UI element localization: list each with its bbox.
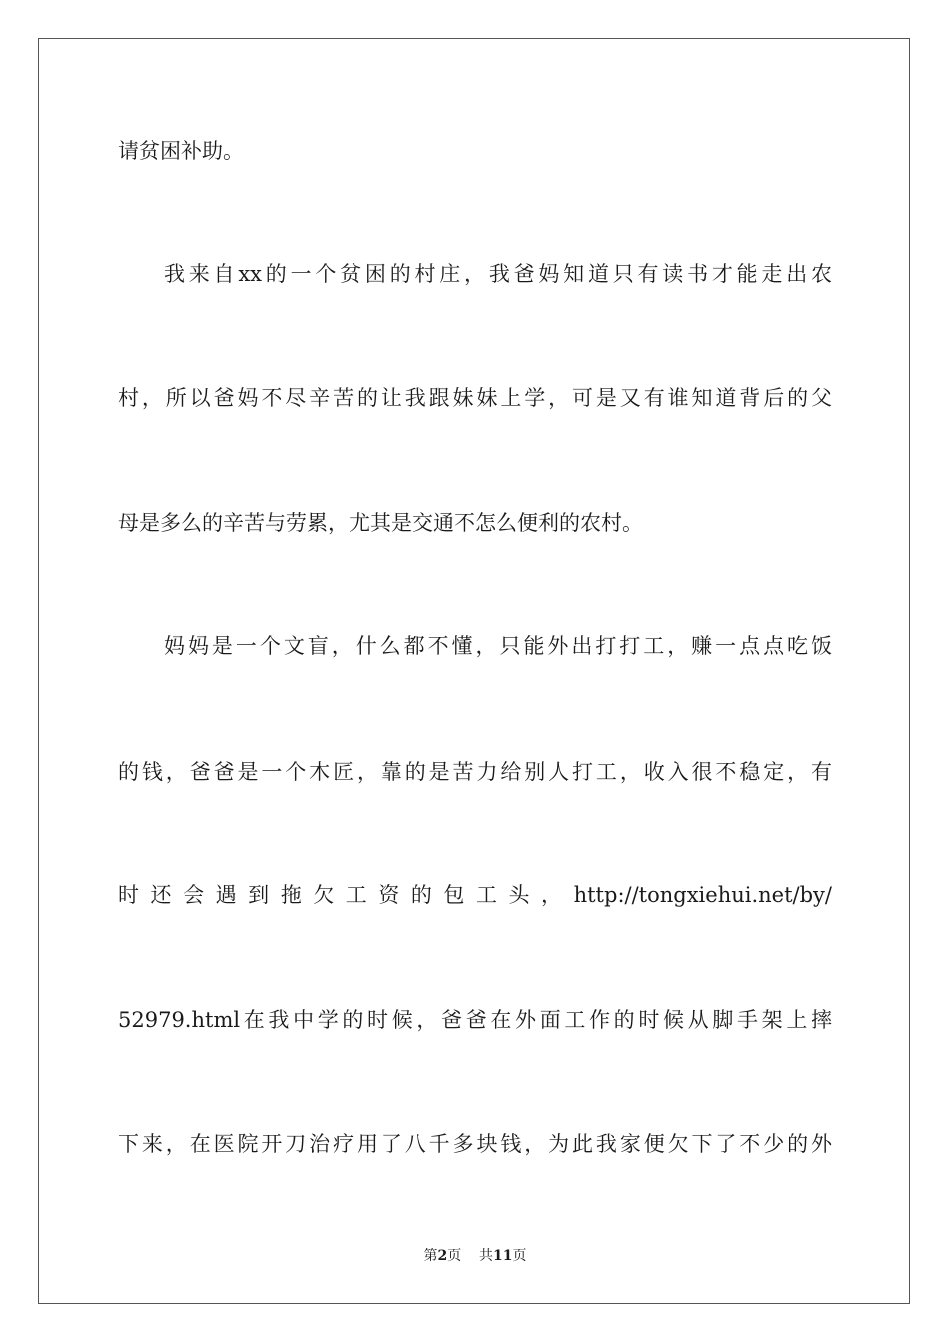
text-line-5: 妈妈是一个文盲，什么都不懂，只能外出打打工，赚一点点吃饭 <box>164 634 832 658</box>
footer-page-number: 2 <box>437 1248 448 1264</box>
footer-page-suffix: 页 <box>447 1248 462 1264</box>
text-line-4: 母是多么的辛苦与劳累，尤其是交通不怎么便利的农村。 <box>118 511 643 535</box>
footer-total-pages: 11 <box>493 1248 513 1264</box>
text-line-1: 请贫困补助。 <box>118 139 244 163</box>
text-line-7: 时还会遇到拖欠工资的包工头，http://tongxiehui.net/by/ <box>118 883 832 907</box>
text-line-9: 下来，在医院开刀治疗用了八千多块钱，为此我家便欠下了不少的外 <box>118 1132 832 1156</box>
text-line-6: 的钱，爸爸是一个木匠，靠的是苦力给别人打工，收入很不稳定，有 <box>118 760 832 784</box>
footer-prefix: 第 <box>423 1248 438 1264</box>
text-line-8: 52979.html在我中学的时候，爸爸在外面工作的时候从脚手架上摔 <box>118 1008 832 1032</box>
footer-total-suffix: 页 <box>512 1248 527 1264</box>
footer-total-prefix: 共 <box>479 1248 494 1264</box>
text-line-2: 我来自xx的一个贫困的村庄，我爸妈知道只有读书才能走出农 <box>164 262 832 286</box>
text-line-3: 村，所以爸妈不尽辛苦的让我跟妹妹上学，可是又有谁知道背后的父 <box>118 386 832 410</box>
page-frame <box>38 38 910 1304</box>
page-footer <box>0 1245 950 1265</box>
